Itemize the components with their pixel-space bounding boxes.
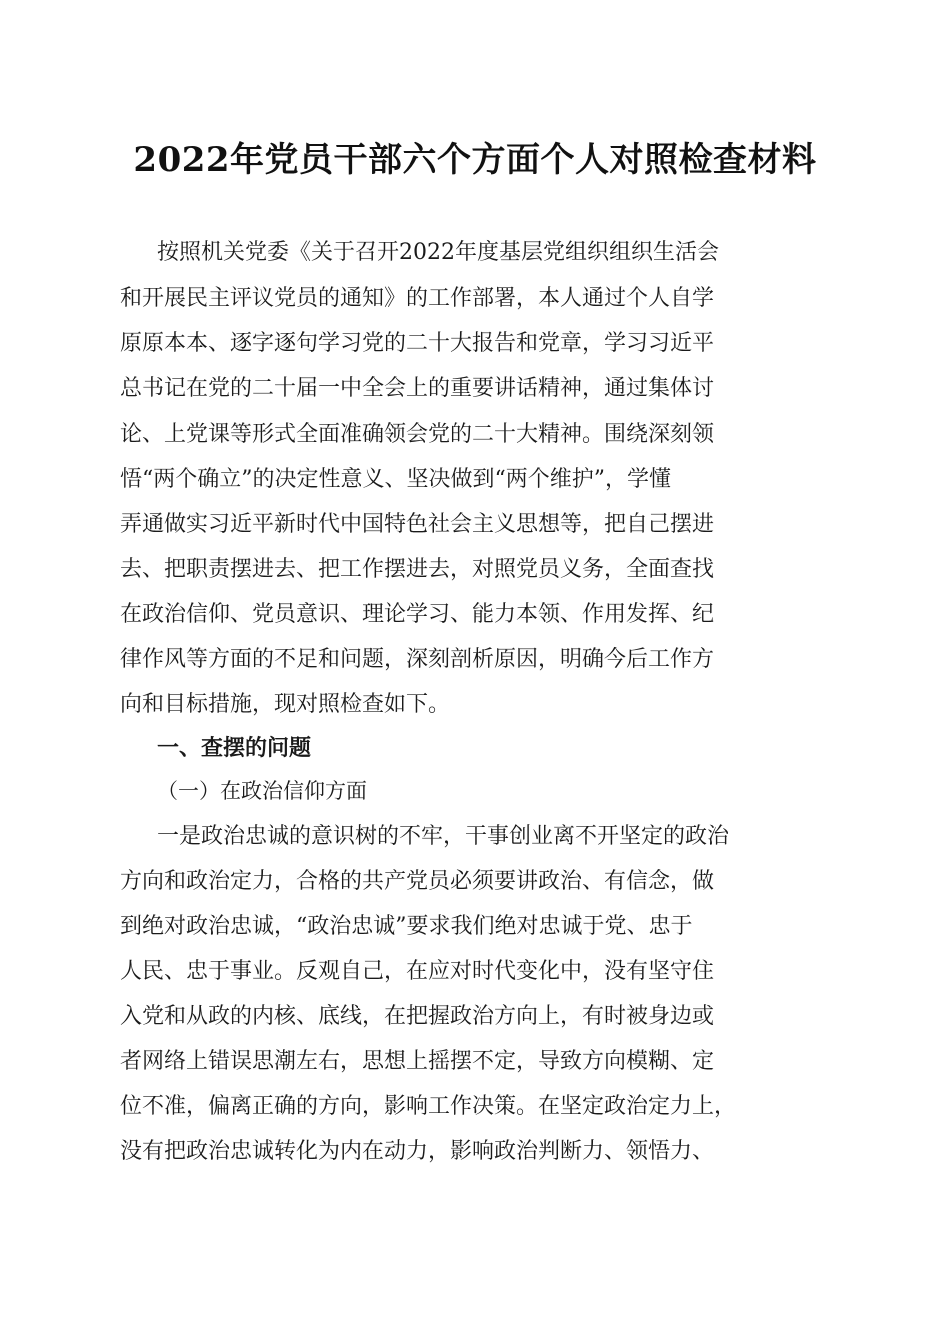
body-line: 到绝对政治忠诚，“政治忠诚”要求我们绝对忠诚于党、忠于 <box>120 914 693 939</box>
intro-line: 律作风等方面的不足和问题，深刻剖析原因，明确今后工作方 <box>120 647 715 672</box>
intro-line: 在政治信仰、党员意识、理论学习、能力本领、作用发挥、纪 <box>120 602 715 627</box>
document-title: 2022年党员干部六个方面个人对照检查材料 <box>133 140 817 180</box>
intro-line: 按照机关党委《关于召开2022年度基层党组织组织生活会 <box>157 240 719 265</box>
body-line: 没有把政治忠诚转化为内在动力，影响政治判断力、领悟力、 <box>120 1139 715 1164</box>
section-heading: 一、查摆的问题 <box>157 736 312 761</box>
intro-line: 去、把职责摆进去、把工作摆进去，对照党员义务，全面查找 <box>120 557 715 582</box>
body-line: 人民、忠于事业。反观自己，在应对时代变化中，没有坚守住 <box>120 959 715 984</box>
subsection-heading: （一）在政治信仰方面 <box>157 779 367 803</box>
body-line: 入党和从政的内核、底线，在把握政治方向上，有时被身边或 <box>120 1004 715 1029</box>
intro-line: 论、上党课等形式全面准确领会党的二十大精神。围绕深刻领 <box>120 422 715 447</box>
body-line: 方向和政治定力，合格的共产党员必须要讲政治、有信念，做 <box>120 869 715 894</box>
intro-line: 原原本本、逐字逐句学习党的二十大报告和党章，学习习近平 <box>120 331 715 356</box>
body-line: 者网络上错误思潮左右，思想上摇摆不定，导致方向模糊、定 <box>120 1049 715 1074</box>
intro-line: 弄通做实习近平新时代中国特色社会主义思想等，把自己摆进 <box>120 512 715 537</box>
intro-line: 向和目标措施，现对照检查如下。 <box>120 692 451 717</box>
intro-line: 和开展民主评议党员的通知》的工作部署，本人通过个人自学 <box>120 286 715 311</box>
body-line: 位不准，偏离正确的方向，影响工作决策。在坚定政治定力上， <box>120 1094 737 1119</box>
intro-line: 悟“两个确立”的决定性意义、坚决做到“两个维护”，学懂 <box>120 467 671 492</box>
body-line: 一是政治忠诚的意识树的不牢，干事创业离不开坚定的政治 <box>157 824 730 849</box>
intro-line: 总书记在党的二十届一中全会上的重要讲话精神，通过集体讨 <box>120 376 715 401</box>
